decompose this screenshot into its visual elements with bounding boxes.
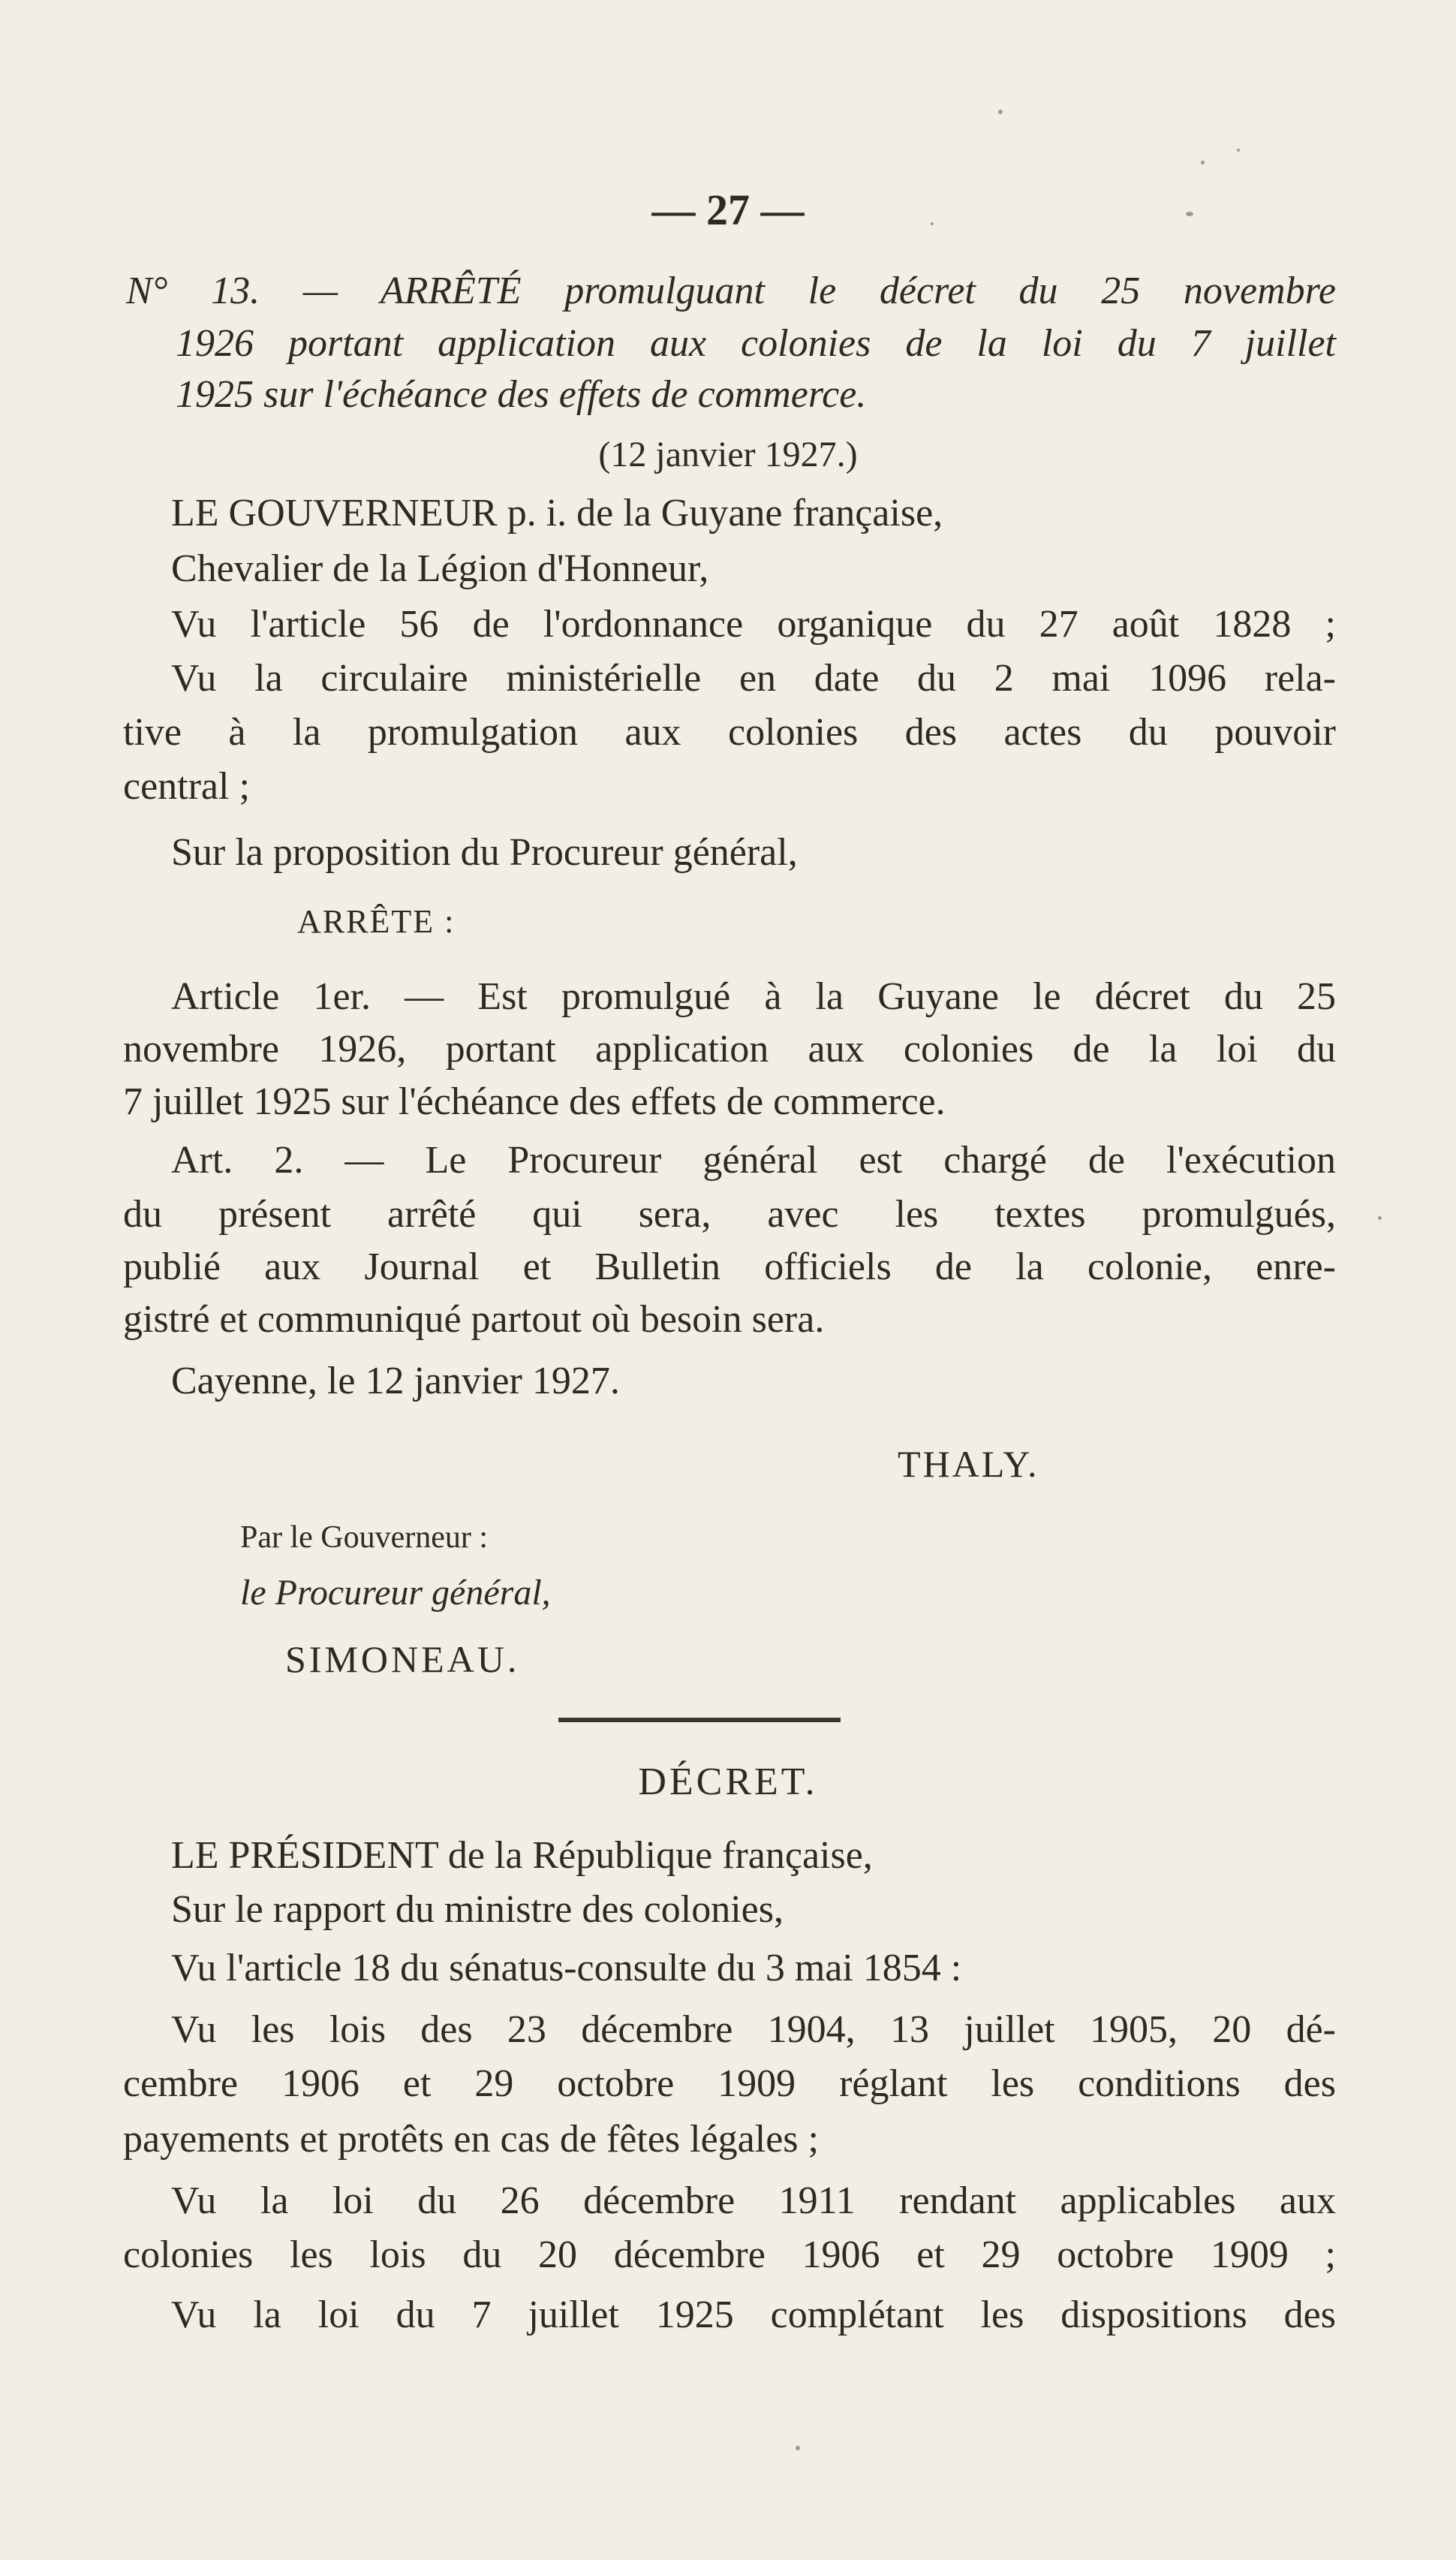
separator-rule bbox=[558, 1718, 841, 1722]
paper-speck bbox=[998, 110, 1003, 114]
decret-line-8: colonies les lois du 20 décembre 1906 et 29 octobre 1909 ; bbox=[123, 2233, 1336, 2276]
paper-speck bbox=[1186, 212, 1193, 216]
paper-speck bbox=[1378, 1216, 1382, 1220]
article-line-7: gistré et communiqué partout où besoin sera. bbox=[123, 1298, 825, 1341]
article-line-5: du présent arrêté qui sera, avec les textes promulgués, bbox=[123, 1193, 1336, 1236]
article-line-6: publié aux Journal et Bulletin officiels de la colonie, enre- bbox=[123, 1245, 1336, 1288]
arrete-preamble-line-5: tive à la promulgation aux colonies des actes du pouvoir bbox=[123, 711, 1336, 754]
page-number: — 27 — bbox=[651, 185, 805, 234]
arrete-title-line-3: 1925 sur l'échéance des effets de commerce. bbox=[176, 373, 867, 416]
signatory: THALY. bbox=[898, 1443, 1039, 1485]
arrete-title-line-1: N° 13. — ARRÊTÉ promulguant le décret du 25 novembre bbox=[126, 270, 1336, 312]
paper-speck bbox=[1237, 149, 1240, 152]
arrete-heading: ARRÊTE : bbox=[297, 903, 456, 940]
arrete-preamble-line-6: central ; bbox=[123, 765, 250, 808]
paper-speck bbox=[931, 222, 934, 225]
decret-line-9: Vu la loi du 7 juillet 1925 complétant les dispositions des bbox=[171, 2293, 1336, 2336]
arrete-preamble-line-7: Sur la proposition du Procureur général, bbox=[171, 831, 798, 874]
decret-heading: DÉCRET. bbox=[638, 1760, 818, 1803]
decret-line-2: Sur le rapport du ministre des colonies, bbox=[171, 1888, 784, 1931]
decret-line-3: Vu l'article 18 du sénatus-consulte du 3 mai 1854 : bbox=[171, 1947, 962, 1989]
article-line-3: 7 juillet 1925 sur l'échéance des effets de commerce. bbox=[123, 1080, 946, 1123]
arrete-preamble-line-1: LE GOUVERNEUR p. i. de la Guyane française, bbox=[171, 492, 943, 535]
decret-line-5: cembre 1906 et 29 octobre 1909 réglant les conditions des bbox=[123, 2062, 1336, 2105]
paper-speck bbox=[1201, 161, 1205, 164]
countersign-name: SIMONEAU. bbox=[285, 1638, 520, 1680]
article-line-1: Article 1er. — Est promulgué à la Guyane le décret du 25 bbox=[171, 975, 1336, 1018]
arrete-preamble-line-4: Vu la circulaire ministérielle en date du 2 mai 1096 rela- bbox=[171, 657, 1336, 700]
decret-line-6: payements et protêts en cas de fêtes légales ; bbox=[123, 2118, 819, 2161]
paper-speck bbox=[796, 2446, 800, 2450]
arrete-title-line-2: 1926 portant application aux colonies de la loi du 7 juillet bbox=[176, 322, 1336, 365]
decret-line-7: Vu la loi du 26 décembre 1911 rendant applicables aux bbox=[171, 2179, 1336, 2222]
countersign-title: le Procureur général, bbox=[240, 1573, 551, 1613]
article-line-4: Art. 2. — Le Procureur général est chargé de l'exécution bbox=[171, 1139, 1336, 1182]
arrete-preamble-line-2: Chevalier de la Légion d'Honneur, bbox=[171, 547, 709, 590]
decret-line-4: Vu les lois des 23 décembre 1904, 13 juillet 1905, 20 dé- bbox=[171, 2008, 1336, 2051]
place-date: Cayenne, le 12 janvier 1927. bbox=[171, 1360, 620, 1402]
decret-line-1: LE PRÉSIDENT de la République française, bbox=[171, 1834, 873, 1877]
arrete-preamble-line-3: Vu l'article 56 de l'ordonnance organique du 27 août 1828 ; bbox=[171, 603, 1336, 646]
article-line-2: novembre 1926, portant application aux colonies de la loi du bbox=[123, 1028, 1336, 1071]
countersign-intro: Par le Gouverneur : bbox=[240, 1520, 489, 1555]
arrete-date: (12 janvier 1927.) bbox=[598, 435, 858, 474]
